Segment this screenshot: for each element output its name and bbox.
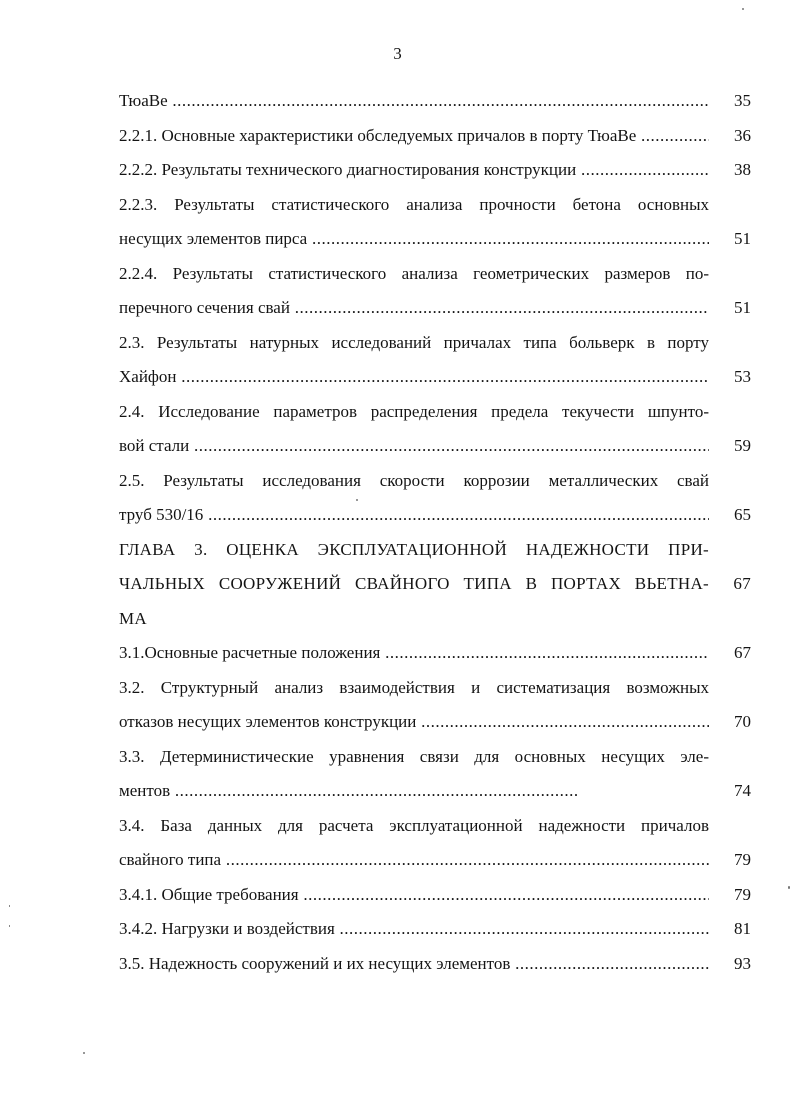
toc-entry-line: МА [119,608,147,628]
toc-entry-line: Хайфон ..... [119,360,709,395]
toc-page-number: 35 [734,91,751,110]
toc-entry-text [119,464,709,533]
toc-page-number: 79 [734,850,751,869]
toc-entry [119,912,751,947]
toc-entry [119,257,751,326]
toc-entry-line: 2.4. Исследование параметров распределения предела текучести шпунто- [119,401,709,421]
toc-entry-text [119,671,709,740]
toc-entry-text [119,636,709,671]
toc-page-number: 59 [734,436,751,455]
toc-entry-line: 2.3. Результаты натурных исследований причалах типа больверк в порту [119,332,709,352]
toc-page-number: 81 [734,919,751,938]
toc-page-number: 93 [734,953,751,973]
toc-entry-text [119,947,709,982]
toc-entry [119,809,751,878]
toc-entry-line: 3.1.Основные расчетные положения ..... [119,636,709,671]
toc-entry-line: ГЛАВА 3. ОЦЕНКА ЭКСПЛУАТАЦИОННОЙ НАДЕЖНОСТИ ПРИ- [119,539,709,559]
toc-entry-line: 3.4.1. Общие требования ..... [119,878,709,913]
toc-entry-text [119,326,709,395]
toc-page-number: 38 [734,160,751,179]
toc-entry-text [119,84,709,119]
scan-speck [742,8,744,10]
scan-speck [83,1052,85,1054]
toc-entry-text [119,740,709,809]
toc-entry-text [119,119,709,154]
toc-page-number: 74 [734,781,751,800]
toc-entry-text [119,153,709,188]
toc-entry [119,395,751,464]
toc-entry-line: 2.5. Результаты исследования скорости коррозии металлических свай [119,470,709,490]
toc-page-number: 65 [734,505,751,524]
scan-speck [9,925,10,927]
toc-entry-line: труб 530/16 ..... [119,498,709,533]
page-number: 3 [393,44,402,63]
scan-speck [356,499,358,501]
toc-page-number: 67 [733,574,751,593]
toc-entry-line: 2.2.2. Результаты технического диагностирования конструкции ..... [119,153,709,188]
toc-entry [119,740,751,809]
toc-entry-line: 2.2.4. Результаты статистического анализа геометрических размеров по- [119,263,709,283]
toc-entry-text [119,257,709,326]
toc-entry [119,153,751,188]
toc-entry [119,326,751,395]
toc-entry-line: 2.2.3. Результаты статистического анализа прочности бетона основных [119,194,709,214]
toc-entry-text [119,533,709,637]
toc-chapter-entry [119,533,751,637]
toc-entry [119,636,751,671]
toc-entry-line: 3.3. Детерминистические уравнения связи для основных несущих эле- [119,746,709,766]
toc-page-number: 51 [734,229,751,248]
toc-entry-line: несущих элементов пирса ..... [119,222,709,257]
toc-page-number: 51 [734,298,751,317]
toc-entry [119,188,751,257]
scan-speck [788,886,790,889]
toc-page-number: 70 [734,712,751,731]
toc-entry-line: 3.4.2. Нагрузки и воздействия ..... [119,912,709,947]
toc-entry-line: свайного типа ..... [119,843,709,878]
toc-page-number: 36 [734,125,751,145]
toc-entry-line: вой стали ..... [119,429,709,464]
toc-entry-line: отказов несущих элементов конструкции ..... [119,705,709,740]
toc-entry-line: 3.4. База данных для расчета эксплуатационной надежности причалов [119,815,709,835]
toc-entry-text [119,188,709,257]
toc-entry-line: 2.2.1. Основные характеристики обследуемых причалов в порту ТюаВе ..... [119,119,709,154]
toc-entry [119,464,751,533]
toc-entry-line: 3.5. Надежность сооружений и их несущих элементов ..... [119,947,709,982]
toc-page-number: 79 [734,884,751,904]
toc-entry-line: ЧАЛЬНЫХ СООРУЖЕНИЙ СВАЙНОГО ТИПА В ПОРТАХ ВЬЕТНА- [119,574,709,593]
toc-page-number: 53 [734,367,751,386]
toc-entry-line: 3.2. Структурный анализ взаимодействия и систематизация возможных [119,677,709,697]
toc-entry [119,947,751,982]
toc-entry [119,878,751,913]
toc-entry-line: перечного сечения свай ..... [119,291,709,326]
toc-entry [119,671,751,740]
toc-entry-text [119,395,709,464]
toc-page-number: 67 [734,643,751,662]
toc-entry-line: ТюаВе ..... [119,84,709,119]
scan-speck [9,905,10,907]
toc-entry-text [119,809,709,878]
toc-entry [119,84,751,119]
table-of-contents [119,84,751,981]
toc-entry [119,119,751,154]
toc-entry-text [119,878,709,913]
toc-entry-line: ментов ..... [119,774,579,809]
toc-entry-text [119,912,709,947]
